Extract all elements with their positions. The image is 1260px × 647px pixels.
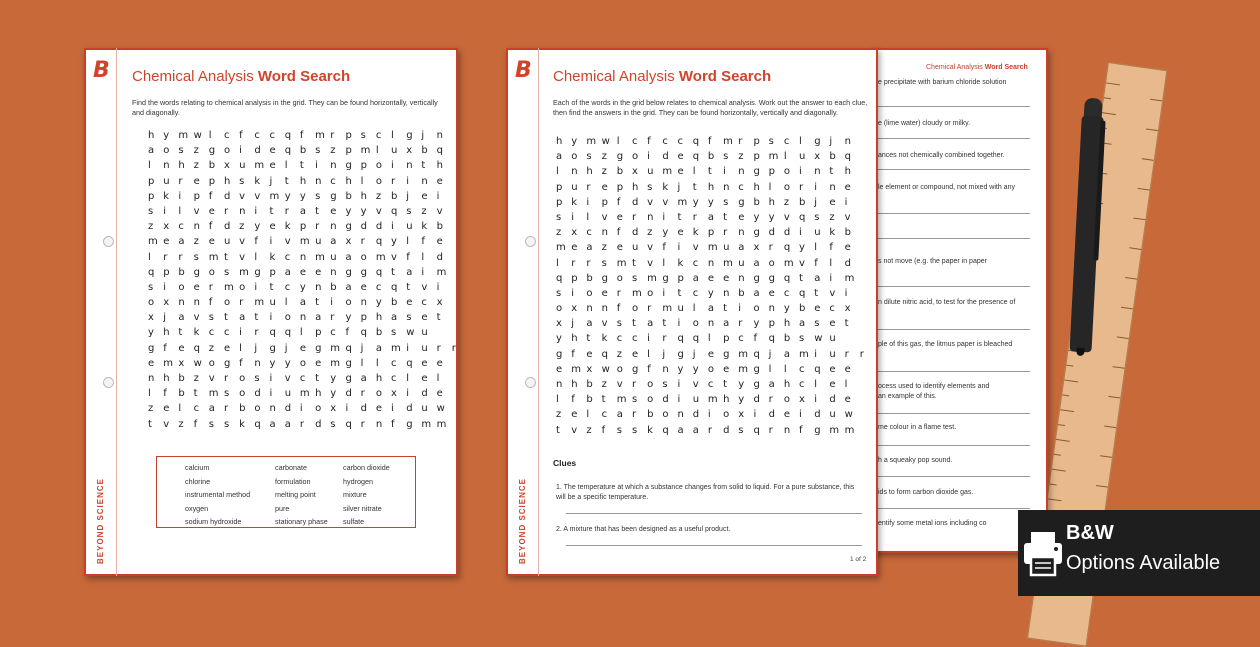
grid-row: z e l c a r b o n d i o x i d e i d u w <box>148 403 445 415</box>
page-3-header: Chemical Analysis Word Search <box>926 64 1028 71</box>
grid-row: l f b t m s o d i u m h y d r o x i d e <box>556 394 851 406</box>
word-bank-item: carbon dioxide <box>343 463 390 472</box>
worksheet-page-2 <box>506 48 878 576</box>
grid-row: a o s z g o i d e q b s z p m l u x b q <box>148 145 443 157</box>
grid-row: q p b g o s m g p a e e n g g q t a i m <box>556 272 855 284</box>
grid-row: y h t k c c i r q q l p c f q b s w u <box>148 327 428 339</box>
bw-options-badge <box>1018 510 1260 596</box>
grid-row: p u r e p h s k j t h n c h l o r i n e <box>148 175 443 187</box>
word-bank-item: pure <box>275 503 290 513</box>
grid-row: l n h z b x u m e l t i n g p o i n t h <box>556 166 851 178</box>
binder-hole <box>525 377 536 388</box>
grid-row: p k i p f d v v m y y s g b h z b j e i <box>148 190 440 202</box>
page-3-clue-7: ple of this gas, the litmus paper is bleached <box>878 341 1013 348</box>
page-3-clue-8: ocess used to identify elements and <box>878 383 990 390</box>
page-title: Chemical Analysis Word Search <box>553 68 772 85</box>
grid-row: o x n n f o r m u l a t i o n y b e c x <box>148 297 443 309</box>
grid-row: x j a v s t a t i o n a r y p h a s e t <box>148 312 441 324</box>
word-bank-column <box>343 463 390 531</box>
word-bank-column <box>275 463 328 531</box>
word-bank-item: stationary phase <box>275 517 328 527</box>
printer-icon <box>1023 530 1063 578</box>
word-bank-item: instrumental method <box>185 490 251 500</box>
instructions: Each of the words in the grid below relates to chemical analysis. Work out the answer to each clue, then find the answers in the grid. They can be found horizontally, vertically and diagonally. <box>553 98 868 117</box>
word-bank <box>156 456 416 528</box>
grid-row: a o s z g o i d e q b s z p m l u x b q <box>556 151 851 163</box>
grid-row: h y m w l c f c c q f m r p s c l g j n <box>148 130 443 141</box>
page-3-clue-6: n dilute nitric acid, to test for the presence of <box>878 299 1016 306</box>
grid-row: m e a z e u v f i v m u a x r q y l f e <box>148 236 443 248</box>
binder-hole <box>103 377 114 388</box>
word-search-grid <box>556 136 875 440</box>
word-search-grid <box>148 130 467 434</box>
page-3-clue-9: an example of this. <box>878 393 937 400</box>
grid-row: t v z f s s k q a a r d s q r n f g m m <box>556 424 855 436</box>
grid-row: o x n n f o r m u l a t i o n y b e c x <box>556 303 851 315</box>
page-number: 1 of 2 <box>850 556 867 563</box>
page-3-clue-11: h a squeaky pop sound. <box>878 457 953 464</box>
word-bank-item: silver nitrate <box>343 503 382 513</box>
grid-row: l r r s m t v l k c n m u a o m v f l d <box>148 251 443 263</box>
word-bank-item: oxygen <box>185 503 209 513</box>
page-3-clue-10: me colour in a flame test. <box>878 424 957 431</box>
page-3-clue-4: le element or compound, not mixed with any <box>878 184 1015 191</box>
clue-1: 1. The temperature at which a substance changes from solid to liquid. For a pure substance, this will be a specific temperature. <box>556 484 855 501</box>
grid-row: p u r e p h s k j t h n c h l o r i n e <box>556 181 851 193</box>
grid-row: n h b z v r o s i v c t y g a h c l e l <box>148 373 440 384</box>
grid-row: z x c n f d z y e k p r n g d d i u k b <box>148 221 443 233</box>
grid-row: x j a v s t a t i o n a r y p h a s e t <box>556 318 849 330</box>
answer-line <box>566 545 862 546</box>
answer-line <box>566 513 862 514</box>
badge-line-1: B&W <box>1066 522 1114 544</box>
word-bank-item: calcium <box>185 463 210 472</box>
word-bank-item: formulation <box>275 476 311 486</box>
brand-name: BEYOND SCIENCE <box>518 477 527 564</box>
word-bank-item: melting point <box>275 490 316 500</box>
page-3-clue-1: e precipitate with barium chloride solution <box>878 79 1007 86</box>
grid-row: z x c n f d z y e k p r n g d d i u k b <box>556 227 851 239</box>
page-3-clue-12: ids to form carbon dioxide gas. <box>878 489 974 496</box>
page-3-clue-3: ances not chemically combined together. <box>878 152 1005 159</box>
grid-row: s i l v e r n i t r a t e y y v q s z v <box>148 205 443 217</box>
grid-row: z e l c a r b o n d i o x i d e i d u w <box>556 409 853 421</box>
grid-row: y h t k c c i r q q l p c f q b s w u <box>556 333 836 345</box>
clue-2: 2. A mixture that has been designed as a useful product. <box>556 526 731 533</box>
grid-row: h y m w l c f c c q f m r p s c l g j n <box>556 136 851 147</box>
grid-row: p k i p f d v v m y y s g b h z b j e i <box>556 196 848 208</box>
word-bank-item: carbonate <box>275 463 307 472</box>
grid-row: g f e q z e l j g j e g m q j a m i u r r <box>556 348 864 360</box>
instructions: Find the words relating to chemical analysis in the grid. They can be found horizontally, vertically and diagonally. <box>132 98 438 117</box>
word-bank-column <box>185 463 250 531</box>
worksheet-page-1 <box>84 48 458 576</box>
grid-row: l f b t m s o d i u m h y d r o x i d e <box>148 388 443 400</box>
word-bank-item: hydrogen <box>343 476 373 486</box>
clues-heading: Clues <box>553 458 577 468</box>
grid-row: l n h z b x u m e l t i n g p o i n t h <box>148 160 443 172</box>
grid-row: s i o e r m o i t c y n b a e c q t v i <box>556 287 848 299</box>
worksheet-page-3 <box>870 48 1048 553</box>
grid-row: e m x w o g f n y y o e m g l l c q e e <box>148 357 443 369</box>
page-3-clue-2: e (lime water) cloudy or milky. <box>878 120 971 127</box>
brand-logo: B <box>515 58 532 83</box>
badge-line-2: Options Available <box>1066 552 1221 574</box>
word-bank-item: sodium hydroxide <box>185 517 242 527</box>
grid-row: q p b g o s m g p a e e n g g q t a i m <box>148 266 447 278</box>
grid-row: g f e q z e l j g j e g m q j a m i u r r <box>148 342 456 354</box>
grid-row: n h b z v r o s i v c t y g a h c l e l <box>556 379 848 390</box>
grid-row: l r r s m t v l k c n m u a o m v f l d <box>556 257 851 269</box>
grid-row: m e a z e u v f i v m u a x r q y l f e <box>556 242 851 254</box>
grid-row: t v z f s s k q a a r d s q r n f g m m <box>148 418 447 430</box>
page-3-clue-5: s not move (e.g. the paper in paper <box>878 258 987 265</box>
word-bank-item: mixture <box>343 490 367 500</box>
page-3-clue-13: entify some metal ions including co <box>878 520 987 527</box>
grid-row: s i l v e r n i t r a t e y y v q s z v <box>556 211 851 223</box>
grid-row: s i o e r m o i t c y n b a e c q t v i <box>148 281 440 293</box>
word-bank-item: chlorine <box>185 476 211 486</box>
grid-row: e m x w o g f n y y o e m g l l c q e e <box>556 363 851 375</box>
brand-name: BEYOND SCIENCE <box>96 477 105 564</box>
word-bank-item: sulfate <box>343 517 365 527</box>
binder-hole <box>525 236 536 247</box>
page-title: Chemical Analysis Word Search <box>132 68 351 85</box>
binder-hole <box>103 236 114 247</box>
brand-logo: B <box>93 58 110 83</box>
